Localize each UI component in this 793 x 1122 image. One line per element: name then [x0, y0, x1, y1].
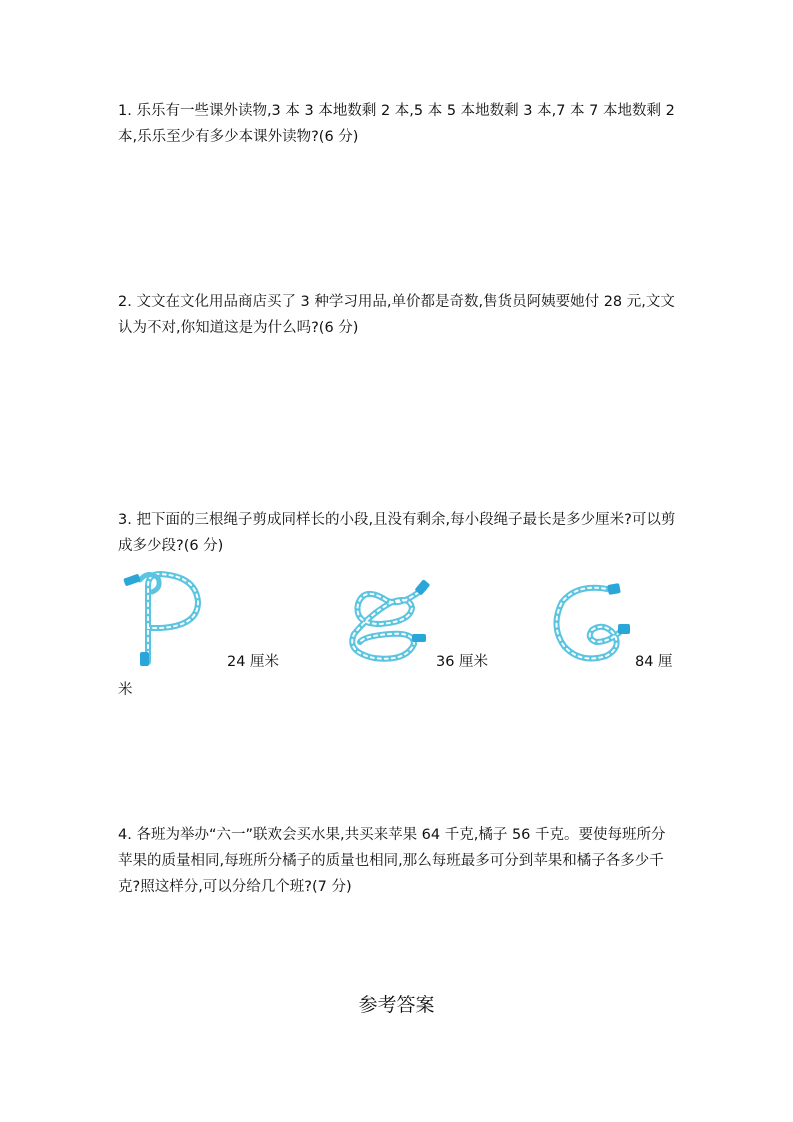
question-2: 2. 文文在文化用品商店买了 3 种学习用品,单价都是奇数,售货员阿姨要她付 28 元,文文认为不对,你知道这是为什么吗?(6 分)	[118, 294, 675, 336]
rope-length-label-3: 84 厘	[635, 654, 673, 670]
question-3: 3. 把下面的三根绳子剪成同样长的小段,且没有剩余,每小段绳子最长是多少厘米?可以剪成多少段?(6 分)	[118, 512, 676, 554]
rope-knot-shape-icon	[340, 578, 435, 668]
question-1: 1. 乐乐有一些课外读物,3 本 3 本地数剩 2 本,5 本 5 本地数剩 3 本,7 本 7 本地数剩 2 本,乐乐至少有多少本课外读物?(6 分)	[118, 103, 675, 145]
rope-g-shape-icon	[548, 580, 638, 666]
answer-section-title: 参考答案	[358, 994, 435, 1016]
rope-length-label-3-wrap: 米	[118, 682, 133, 698]
question-4: 4. 各班为举办“六一”联欢会买水果,共买来苹果 64 千克,橘子 56 千克。要使每班所分苹果的质量相同,每班所分橘子的质量也相同,那么每班最多可分到苹果和橘子各多少千克?照这样分,可以分给几个班?(7 分)	[118, 827, 666, 895]
rope-length-label-1: 24 厘米	[227, 654, 280, 670]
rope-p-shape-icon	[118, 566, 213, 670]
rope-length-label-2: 36 厘米	[436, 654, 489, 670]
